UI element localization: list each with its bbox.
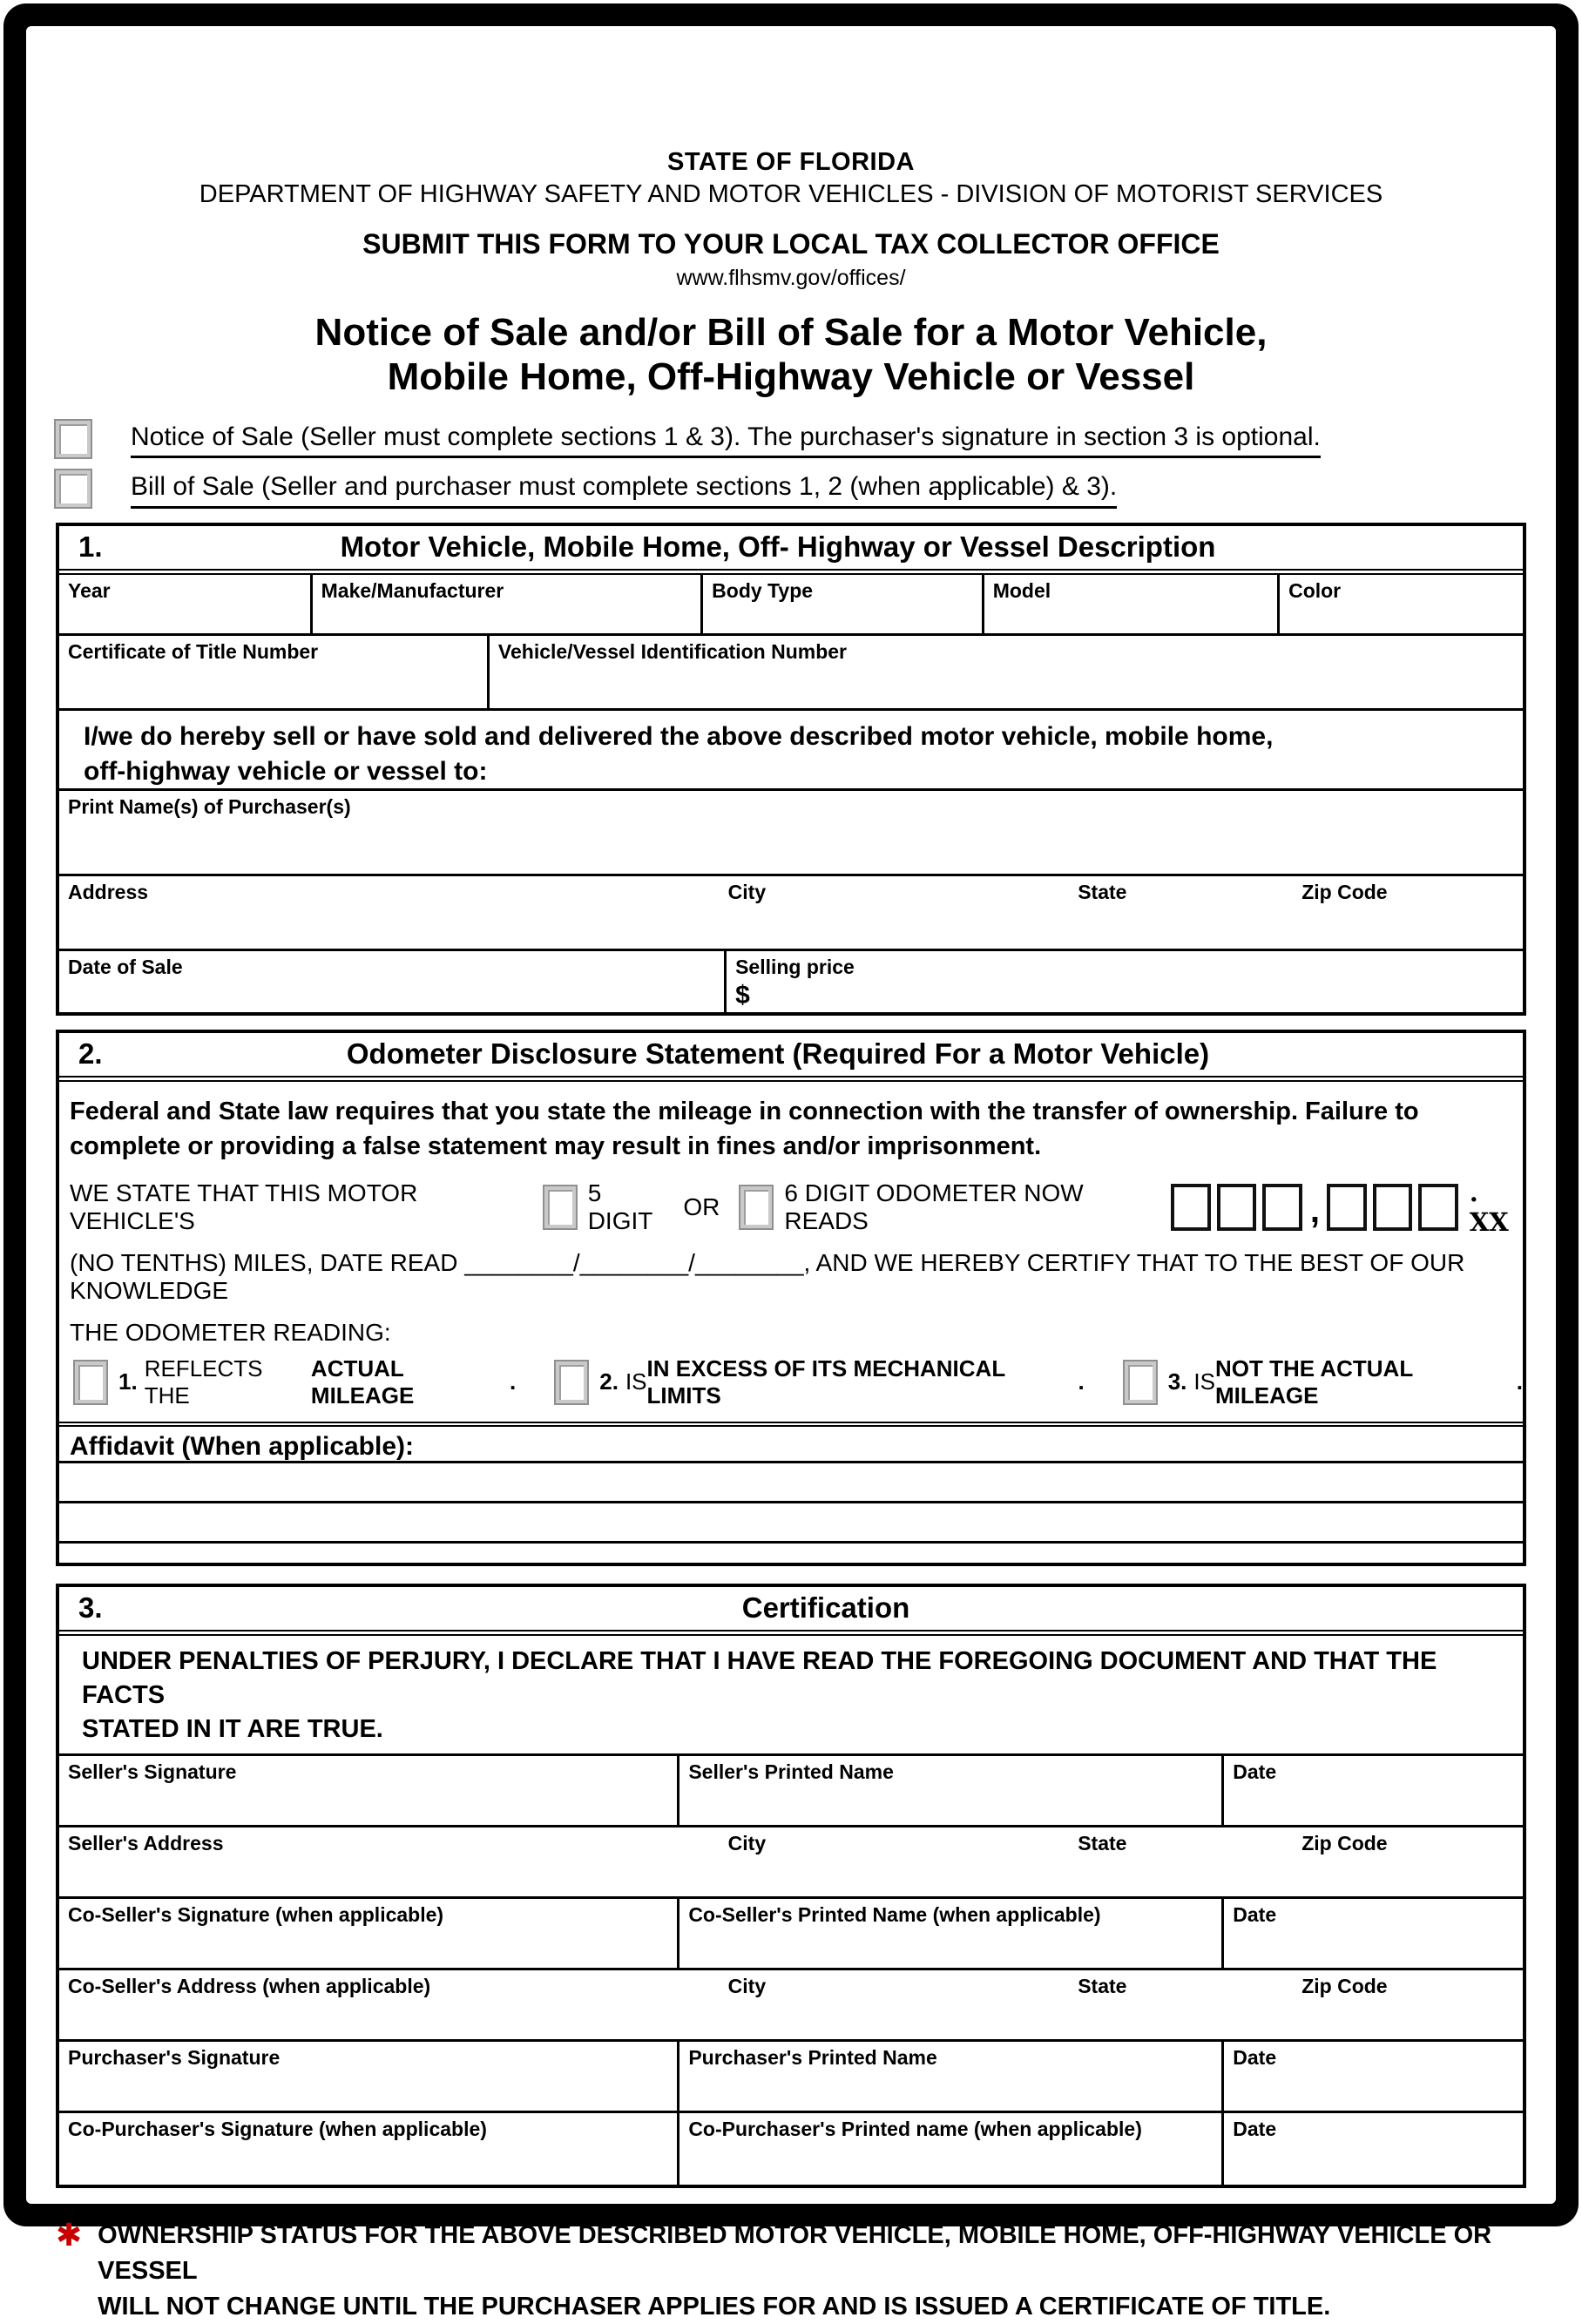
odometer-comma: , <box>1309 1192 1321 1231</box>
section-1-title: Motor Vehicle, Mobile Home, Off- Highway or Vessel Description <box>340 530 1216 564</box>
odometer-digit-box-1[interactable] <box>1171 1184 1211 1231</box>
state-of-florida: STATE OF FLORIDA <box>666 148 915 176</box>
option-actual-mileage <box>59 1355 516 1409</box>
section-1-number: 1. <box>78 530 103 564</box>
option-1-number: 1. <box>118 1368 138 1395</box>
purchaser-name-row <box>59 791 1523 876</box>
zip-field[interactable]: Zip Code <box>1301 880 1388 903</box>
seller-signature-row <box>59 1756 1523 1827</box>
co-purchaser-signature-row <box>59 2113 1523 2185</box>
mileage-law-line1: Federal and State law requires that you state the mileage in connection with the transfer of ownership. Failure to <box>70 1097 1419 1125</box>
co-purchaser-printed-name-field[interactable]: Co-Purchaser's Printed name (when applicable) <box>679 2113 1224 2185</box>
odometer-digit-box-4[interactable] <box>1327 1184 1367 1231</box>
odometer-digit-box-2[interactable] <box>1217 1184 1257 1231</box>
purchaser-signature-field[interactable]: Purchaser's Signature <box>59 2042 679 2111</box>
section-3-header <box>59 1587 1523 1636</box>
body-type-field[interactable]: Body Type <box>703 575 984 633</box>
option-3-pre: IS <box>1193 1368 1215 1395</box>
option-3-number: 3. <box>1167 1368 1187 1395</box>
co-seller-signature-field[interactable]: Co-Seller's Signature (when applicable) <box>59 1899 679 1968</box>
odometer-digit-boxes <box>1171 1178 1523 1237</box>
make-field[interactable]: Make/Manufacturer <box>313 575 704 633</box>
five-digit-label: 5 DIGIT <box>587 1179 653 1234</box>
odometer-reading-label: THE ODOMETER READING: <box>70 1318 391 1346</box>
odometer-reads-line <box>59 1178 1523 1237</box>
option-2-post: . <box>1078 1368 1085 1395</box>
co-seller-address-field[interactable]: Co-Seller's Address (when applicable) <box>68 1975 431 1998</box>
department-line: DEPARTMENT OF HIGHWAY SAFETY AND MOTOR VEHICLES - DIVISION OF MOTORIST SERVICES <box>199 180 1383 208</box>
sale-statement <box>59 711 1523 791</box>
notice-of-sale-checkbox[interactable] <box>56 421 91 457</box>
color-field[interactable]: Color <box>1288 578 1342 602</box>
date-read-line[interactable]: (NO TENTHS) MILES, DATE READ ________/________/________, AND WE HEREBY CERTIFY THAT TO THE BEST OF OUR KNOWLEDGE <box>70 1248 1465 1304</box>
red-asterisk-icon: ✱ <box>56 2217 83 2253</box>
actual-mileage-checkbox[interactable] <box>75 1361 106 1403</box>
affidavit-line-1[interactable] <box>59 1463 1523 1503</box>
seller-signature-field[interactable]: Seller's Signature <box>59 1756 679 1825</box>
seller-city-field[interactable]: City <box>727 1832 767 1855</box>
co-seller-address-row <box>59 1970 1523 2042</box>
option-2-pre: IS <box>625 1368 647 1395</box>
section-1-header <box>59 526 1523 575</box>
option-2-number: 2. <box>599 1368 619 1395</box>
mileage-law-line2: complete or providing a false statement may result in fines and/or imprisonment. <box>70 1132 1042 1160</box>
scan-black-frame <box>3 3 1579 2321</box>
bill-of-sale-checkbox[interactable] <box>56 470 91 507</box>
option-3-bold: NOT THE ACTUAL MILEAGE <box>1214 1355 1413 1409</box>
odometer-digit-box-3[interactable] <box>1262 1184 1302 1231</box>
affidavit-line-3[interactable] <box>59 1544 1523 1563</box>
purchaser-printed-name-field[interactable]: Purchaser's Printed Name <box>679 2042 1224 2111</box>
option-not-actual <box>1109 1355 1523 1409</box>
co-seller-date-field[interactable]: Date <box>1233 1903 1277 1927</box>
selling-price-label: Selling price <box>735 955 855 978</box>
notice-of-sale-label: Notice of Sale (Seller must complete sections 1 & 3). The purchaser's signature in section 3 is optional. <box>131 421 1321 459</box>
section-1-description <box>56 523 1526 1016</box>
co-seller-state-field[interactable]: State <box>1078 1975 1127 1998</box>
we-state-text: WE STATE THAT THIS MOTOR VEHICLE'S <box>70 1179 418 1234</box>
purchaser-date-field[interactable]: Date <box>1233 2046 1277 2070</box>
not-actual-mileage-checkbox[interactable] <box>1125 1361 1156 1403</box>
form-type-choices <box>56 421 1526 509</box>
bill-of-sale-row <box>56 470 1526 509</box>
selling-price-field[interactable] <box>727 951 1523 1012</box>
state-field[interactable]: State <box>1078 880 1127 903</box>
co-seller-zip-field[interactable]: Zip Code <box>1301 1975 1388 1998</box>
form-title-line2: Mobile Home, Off-Highway Vehicle or Vessel <box>387 355 1195 399</box>
odometer-body <box>59 1082 1523 1563</box>
vin-field[interactable]: Vehicle/Vessel Identification Number <box>497 639 847 663</box>
co-seller-printed-name-field[interactable]: Co-Seller's Printed Name (when applicable) <box>679 1899 1224 1968</box>
submit-instruction: SUBMIT THIS FORM TO YOUR LOCAL TAX COLLECTOR OFFICE <box>362 228 1220 260</box>
six-digit-label: 6 DIGIT ODOMETER NOW READS <box>784 1179 1084 1234</box>
option-1-bold: ACTUAL MILEAGE <box>310 1355 415 1409</box>
decimal-xx-suffix: . XX <box>1469 1177 1509 1237</box>
odometer-reading-options <box>59 1355 1523 1409</box>
ownership-status-note <box>56 2218 1526 2324</box>
perjury-line1: UNDER PENALTIES OF PERJURY, I DECLARE THAT I HAVE READ THE FOREGOING DOCUMENT AND THAT THE FACTS <box>82 1646 1437 1710</box>
co-seller-city-field[interactable]: City <box>727 1975 767 1998</box>
sale-statement-line2: off-highway vehicle or vessel to: <box>84 757 488 787</box>
sale-statement-line1: I/we do hereby sell or have sold and delivered the above described motor vehicle, mobile home, <box>84 721 1274 751</box>
mileage-law-text <box>59 1094 1523 1164</box>
ownership-status-line2: WILL NOT CHANGE UNTIL THE PURCHASER APPLIES FOR AND IS ISSUED A CERTIFICATE OF TITLE. <box>98 2292 1331 2321</box>
or-text: OR <box>683 1192 720 1220</box>
address-field[interactable]: Address <box>68 880 149 903</box>
date-price-row <box>59 951 1523 1012</box>
seller-printed-name-field[interactable]: Seller's Printed Name <box>679 1756 1224 1825</box>
affidavit-label: Affidavit (When applicable): <box>59 1422 1523 1463</box>
form-title <box>56 310 1526 400</box>
section-2-header <box>59 1033 1523 1082</box>
certificate-of-title-field[interactable]: Certificate of Title Number <box>59 636 490 708</box>
seller-state-field[interactable]: State <box>1078 1832 1127 1855</box>
seller-date-field[interactable]: Date <box>1233 1760 1277 1784</box>
title-vin-row <box>59 636 1523 711</box>
option-3-post: . <box>1516 1368 1523 1395</box>
year-field[interactable]: Year <box>59 575 313 633</box>
notice-of-sale-row <box>56 421 1526 459</box>
section-2-title: Odometer Disclosure Statement (Required For a Motor Vehicle) <box>346 1037 1210 1071</box>
dollar-sign: $ <box>735 980 750 1010</box>
section-3-certification <box>56 1584 1526 2188</box>
mechanical-limits-checkbox[interactable] <box>556 1361 587 1403</box>
ownership-status-text <box>98 2218 1526 2324</box>
section-2-number: 2. <box>78 1037 103 1071</box>
option-mechanical-limits <box>540 1355 1084 1409</box>
purchaser-signature-row <box>59 2042 1523 2113</box>
vehicle-description-row <box>59 575 1523 636</box>
form-header <box>56 148 1526 400</box>
section-3-title: Certification <box>741 1591 910 1625</box>
perjury-line2: STATED IN IT ARE TRUE. <box>82 1715 383 1744</box>
bill-of-sale-label: Bill of Sale (Seller and purchaser must complete sections 1, 2 (when applicable) & 3). <box>131 470 1117 509</box>
odometer-digit-box-5[interactable] <box>1373 1184 1413 1231</box>
seller-zip-field[interactable]: Zip Code <box>1301 1832 1388 1855</box>
form-title-line1: Notice of Sale and/or Bill of Sale for a Motor Vehicle, <box>314 311 1268 354</box>
offices-url: www.flhsmv.gov/offices/ <box>676 266 906 290</box>
section-3-number: 3. <box>78 1591 103 1625</box>
purchaser-names-field[interactable]: Print Name(s) of Purchaser(s) <box>68 794 351 818</box>
five-digit-checkbox[interactable] <box>544 1186 576 1228</box>
section-2-odometer <box>56 1030 1526 1566</box>
form-page <box>26 26 1556 2321</box>
ownership-status-line1: OWNERSHIP STATUS FOR THE ABOVE DESCRIBED MOTOR VEHICLE, MOBILE HOME, OFF-HIGHWAY VEHICLE OR VESSEL <box>98 2221 1492 2285</box>
co-purchaser-signature-field[interactable]: Co-Purchaser's Signature (when applicable) <box>59 2113 679 2185</box>
co-seller-signature-row <box>59 1899 1523 1970</box>
seller-address-row <box>59 1827 1523 1899</box>
six-digit-checkbox[interactable] <box>740 1186 772 1228</box>
option-2-bold: IN EXCESS OF ITS MECHANICAL LIMITS <box>646 1355 1005 1409</box>
model-field[interactable]: Model <box>984 575 1280 633</box>
option-1-pre: REFLECTS THE <box>144 1355 263 1409</box>
odometer-digit-box-6[interactable] <box>1418 1184 1458 1231</box>
purchaser-address-row <box>59 876 1523 951</box>
perjury-statement <box>59 1636 1523 1756</box>
option-1-post: . <box>510 1368 517 1395</box>
city-field[interactable]: City <box>727 880 767 903</box>
date-of-sale-field[interactable]: Date of Sale <box>59 951 727 1012</box>
affidavit-line-2[interactable] <box>59 1503 1523 1544</box>
seller-address-field[interactable]: Seller's Address <box>68 1832 224 1855</box>
co-purchaser-date-field[interactable]: Date <box>1233 2118 1277 2141</box>
